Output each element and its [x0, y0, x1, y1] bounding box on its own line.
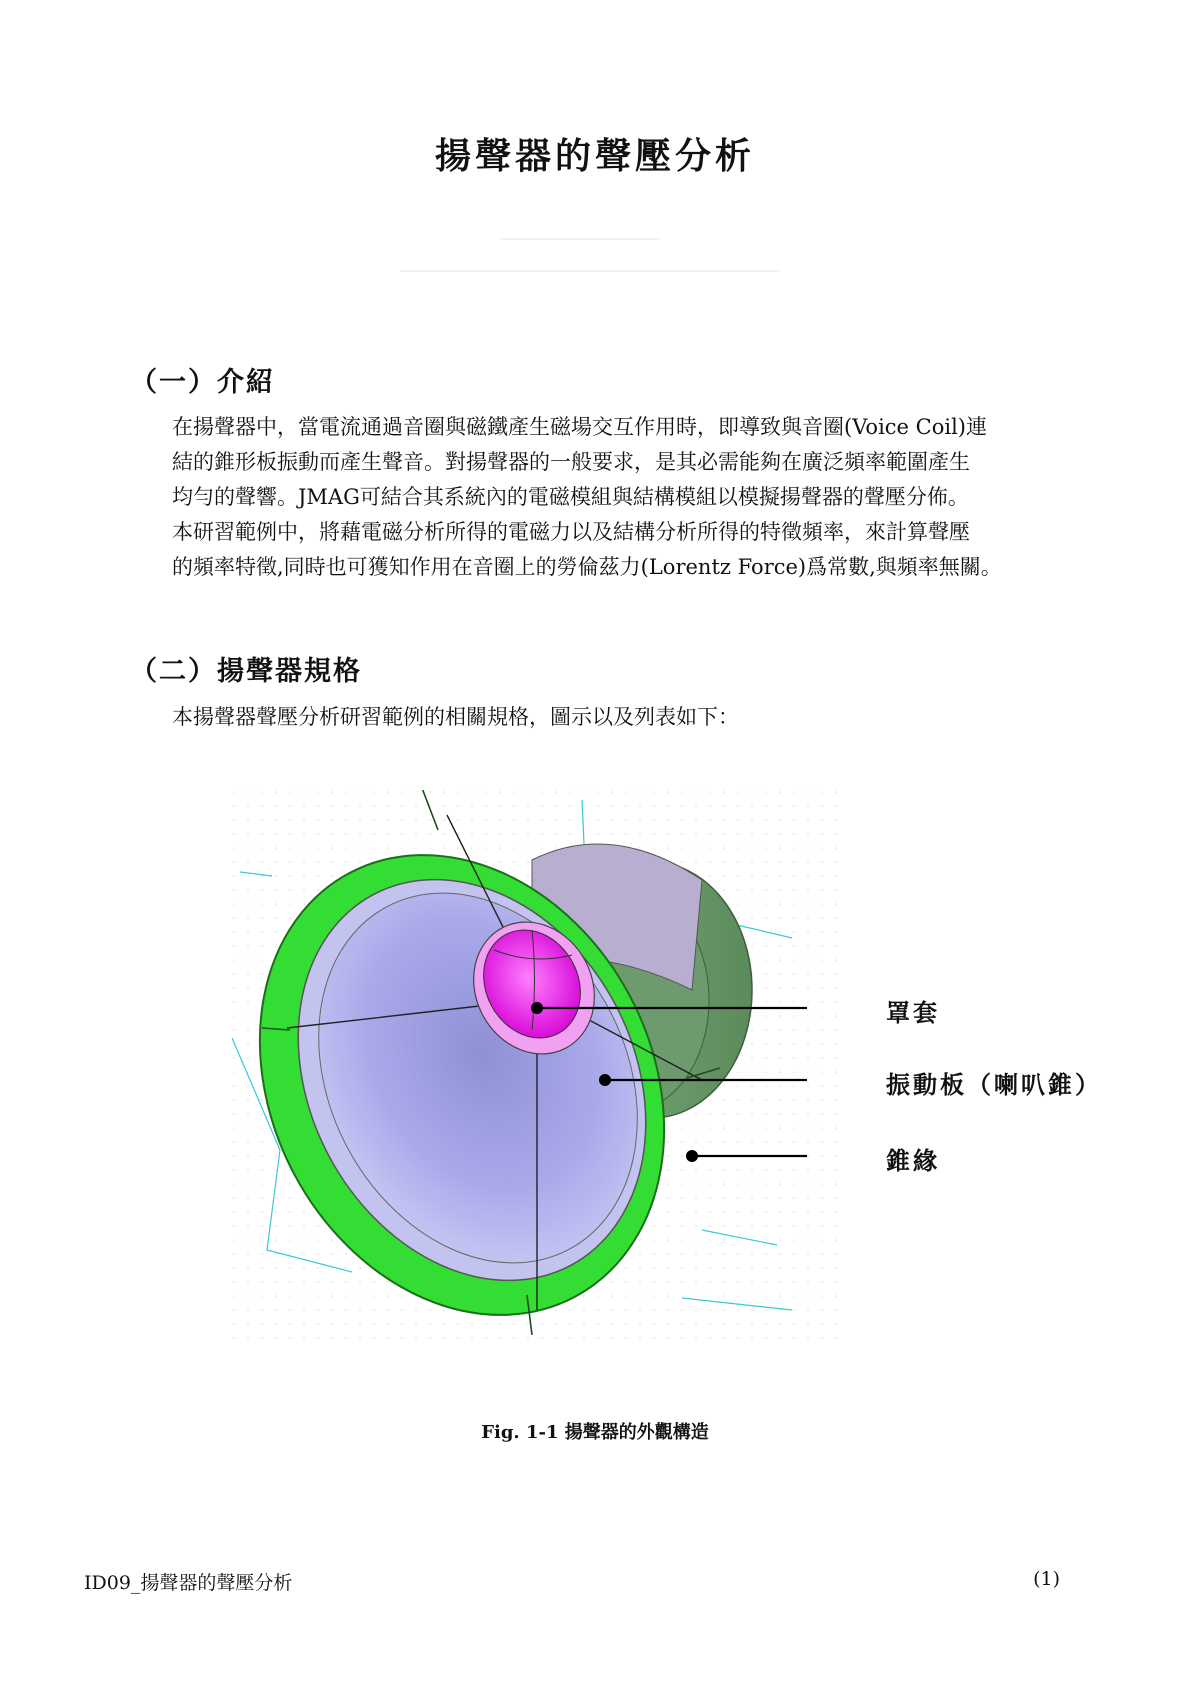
document-title: 揚聲器的聲壓分析	[434, 135, 755, 177]
faint-divider	[400, 270, 780, 272]
paragraph-line: 均勻的聲響。JMAG可結合其系統內的電磁模組與結構模組以模擬揚聲器的聲壓分佈。	[172, 485, 969, 509]
faint-divider	[500, 238, 660, 240]
paragraph-line: 本揚聲器聲壓分析研習範例的相關規格，圖示以及列表如下：	[172, 705, 739, 729]
caption-prefix: Fig. 1-1	[481, 1422, 559, 1443]
footer-page-number: (1)	[1033, 1568, 1060, 1590]
figure-caption	[0, 1418, 1190, 1444]
section-heading-intro: （一）介紹	[130, 367, 275, 398]
paragraph-line: 結的錐形板振動而產生聲音。對揚聲器的一般要求，是其必需能夠在廣泛頻率範圍產生	[172, 450, 970, 474]
caption-text: 揚聲器的外觀構造	[564, 1422, 709, 1443]
callout-diaphragm: 振動板（喇叭錐）	[886, 1070, 1102, 1099]
paragraph-line: 本研習範例中，將藉電磁分析所得的電磁力以及結構分析所得的特徵頻率，來計算聲壓	[172, 520, 970, 544]
footer-document-id: ID09_揚聲器的聲壓分析	[84, 1572, 293, 1594]
callout-surround: 錐緣	[886, 1146, 940, 1175]
section-heading-spec: （二）揚聲器規格	[130, 656, 362, 687]
speaker-illustration	[232, 790, 842, 1380]
paragraph-line: 在揚聲器中，當電流通過音圈與磁鐵產生磁場交互作用時，即導致與音圈(Voice Coil)連	[172, 415, 987, 439]
paragraph-line: 的頻率特徵,同時也可獲知作用在音圈上的勞倫茲力(Lorentz Force)爲常數,與頻率無關。	[172, 555, 1002, 579]
callout-dust-cap: 罩套	[886, 998, 940, 1027]
